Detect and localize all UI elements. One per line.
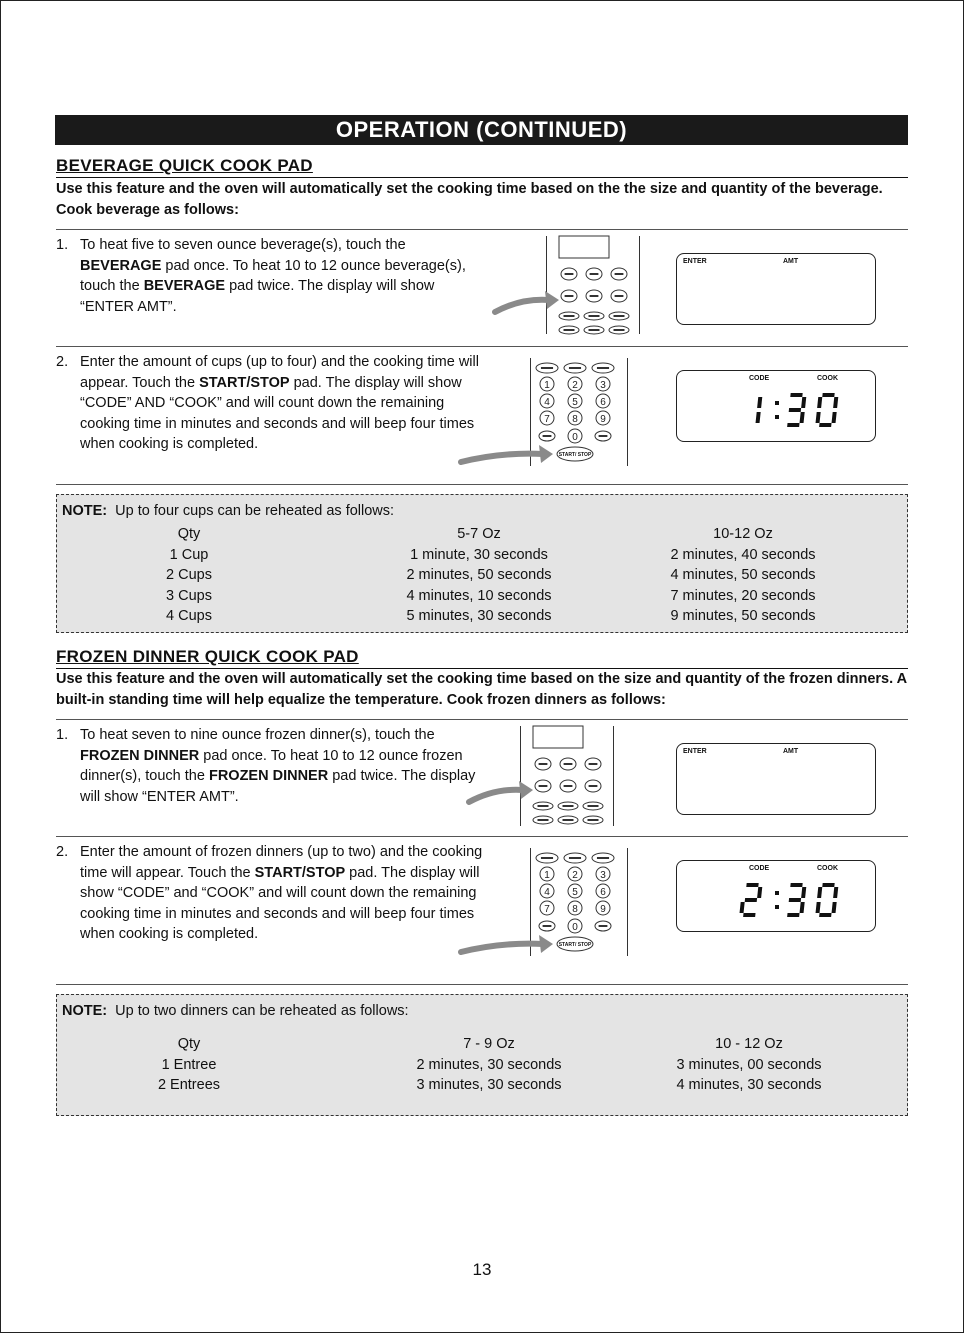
svg-text:5: 5 — [572, 397, 578, 408]
display-enter-amt — [676, 743, 876, 815]
note-line: NOTE: Up to two dinners can be reheated as follows: — [62, 1003, 409, 1019]
frozen-step-1 — [56, 725, 496, 807]
frozen-note-box — [56, 994, 908, 1116]
frozen-heading: FROZEN DINNER QUICK COOK PAD — [56, 647, 908, 669]
page-title: OPERATION (CONTINUED) — [55, 115, 908, 145]
svg-text:2: 2 — [572, 380, 578, 391]
seven-segment-readout — [677, 861, 875, 931]
svg-text:0: 0 — [572, 432, 578, 443]
svg-text:0: 0 — [572, 922, 578, 933]
divider — [56, 984, 908, 985]
step-text: To heat seven to nine ounce frozen dinner(s), touch the FROZEN DINNER pad once. To heat 10 to 12 ounce frozen dinner(s), touch the FROZEN DINNER pad twice. The display will show “ENTER AMT”. — [80, 727, 476, 805]
step-number: 1. — [56, 727, 69, 743]
keypad-illustration-digits — [530, 358, 628, 466]
qty-column: Qty 1 Entree 2 Entrees — [157, 1036, 221, 1094]
display-label-left: ENTER — [683, 258, 707, 265]
keypad-illustration-upper — [546, 236, 640, 334]
svg-text:1: 1 — [544, 380, 550, 391]
divider — [56, 229, 908, 230]
large-size-column: 10 - 12 Oz 3 minutes, 00 seconds 4 minutes, 30 seconds — [676, 1036, 822, 1094]
svg-text:3: 3 — [600, 870, 606, 881]
display-label-right: AMT — [783, 258, 799, 265]
keypad-drawing — [487, 236, 641, 334]
beverage-heading: BEVERAGE QUICK COOK PAD — [56, 156, 908, 178]
step-number: 2. — [56, 844, 69, 860]
svg-text:1: 1 — [544, 870, 550, 881]
divider — [56, 836, 908, 837]
large-size-column: 10-12 Oz 2 minutes, 40 seconds 4 minutes, 50 seconds 7 minutes, 20 seconds 9 minutes, 50 seconds — [670, 526, 816, 625]
display-label-left: ENTER — [683, 748, 707, 755]
keypad-illustration-upper — [520, 726, 614, 826]
svg-text:4: 4 — [544, 397, 550, 408]
keypad-drawing — [471, 848, 629, 956]
display-label-right: COOK — [817, 865, 838, 872]
svg-text:7: 7 — [544, 414, 550, 425]
svg-text:4: 4 — [544, 887, 550, 898]
qty-column: Qty 1 Cup 2 Cups 3 Cups 4 Cups — [166, 526, 212, 625]
keypad-drawing — [471, 358, 629, 466]
keypad-illustration-digits — [530, 848, 628, 956]
svg-text:5: 5 — [572, 887, 578, 898]
svg-text:6: 6 — [600, 887, 606, 898]
svg-text:START/ STOP: START/ STOP — [558, 942, 592, 948]
frozen-intro: Use this feature and the oven will automatically set the cooking time based on the size and quantity of the frozen dinners. A built-in standing time will help equalize the temperature. Cook frozen dinners as follows: — [56, 671, 907, 708]
display-label-right: COOK — [817, 375, 838, 382]
seven-segment-readout — [677, 371, 875, 441]
display-cook-time — [676, 860, 876, 932]
beverage-step-2 — [56, 352, 486, 455]
svg-text:START/ STOP: START/ STOP — [558, 452, 592, 458]
step-text: Enter the amount of cups (up to four) and the cooking time will appear. Touch the START/STOP pad. The display will show “CODE” AND “COOK” and will count down the remaining cooking time in minutes and seconds and will beep four times when cooking is completed. — [80, 354, 479, 453]
divider — [56, 484, 908, 485]
step-number: 1. — [56, 237, 69, 253]
note-line: NOTE: Up to four cups can be reheated as follows: — [62, 503, 395, 519]
svg-text:9: 9 — [600, 414, 606, 425]
svg-text:2: 2 — [572, 870, 578, 881]
svg-text:3: 3 — [600, 380, 606, 391]
svg-text:6: 6 — [600, 397, 606, 408]
beverage-note-box — [56, 494, 908, 633]
small-size-column: 7 - 9 Oz 2 minutes, 30 seconds 3 minutes, 30 seconds — [416, 1036, 562, 1094]
page-number: 13 — [472, 1260, 492, 1279]
svg-text:7: 7 — [544, 904, 550, 915]
frozen-step-2 — [56, 842, 496, 945]
beverage-step-1 — [56, 235, 486, 317]
keypad-drawing — [461, 726, 615, 826]
display-cook-time — [676, 370, 876, 442]
svg-text:9: 9 — [600, 904, 606, 915]
divider — [56, 719, 908, 720]
beverage-intro: Use this feature and the oven will automatically set the cooking time based on the the size and quantity of the beverage. Cook beverage as follows: — [56, 181, 883, 218]
small-size-column: 5-7 Oz 1 minute, 30 seconds 2 minutes, 50 seconds 4 minutes, 10 seconds 5 minutes, 30 seconds — [406, 526, 552, 625]
step-number: 2. — [56, 354, 69, 370]
step-text: Enter the amount of frozen dinners (up to two) and the cooking time will appear. Touch the START/STOP pad. The display will show “CODE” and “COOK” and will count down the remaining cooking time in minutes and seconds and will beep four times when cooking is completed. — [80, 844, 483, 943]
display-label-left: CODE — [749, 375, 770, 382]
divider — [56, 346, 908, 347]
svg-text:8: 8 — [572, 904, 578, 915]
display-label-right: AMT — [783, 748, 799, 755]
svg-text:8: 8 — [572, 414, 578, 425]
display-label-left: CODE — [749, 865, 770, 872]
display-enter-amt — [676, 253, 876, 325]
step-text: To heat five to seven ounce beverage(s), touch the BEVERAGE pad once. To heat 10 to 12 ounce beverage(s), touch the BEVERAGE pad twice. The display will show “ENTER AMT”. — [80, 237, 466, 315]
